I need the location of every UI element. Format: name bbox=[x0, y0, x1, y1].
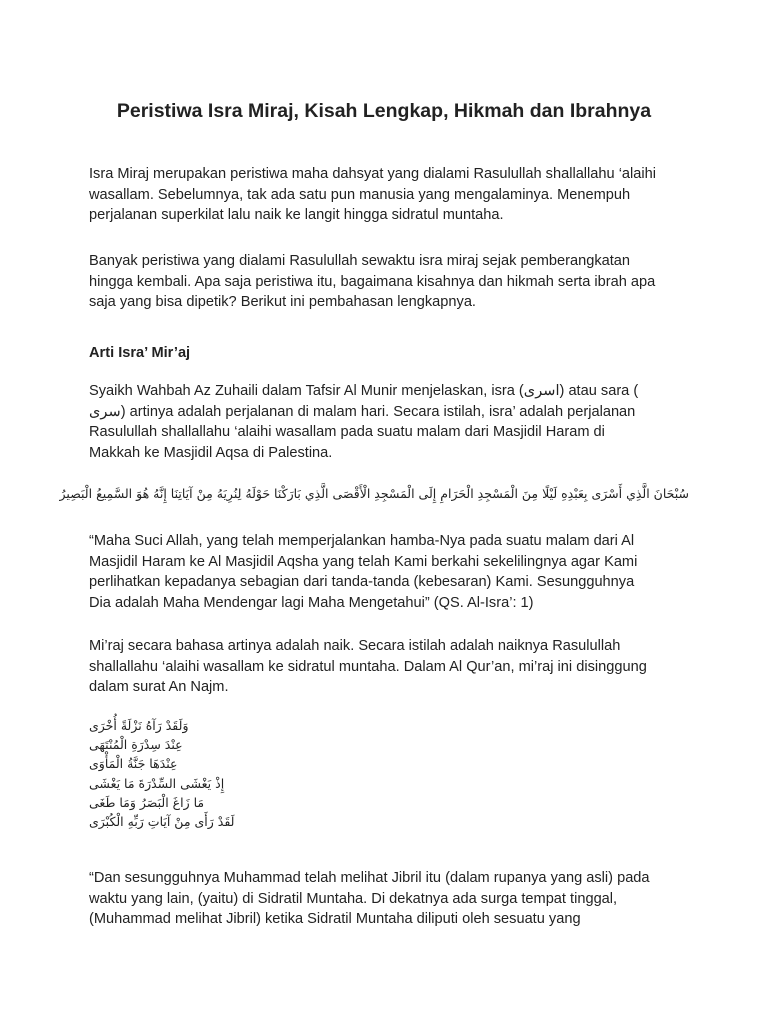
arabic-verse-line: لَقَدْ رَأَى مِنْ آيَاتِ رَبِّهِ الْكُبْرَى bbox=[89, 814, 235, 830]
text-line: wasallam. Sebelumnya, tak ada satu pun manusia yang mengalaminya. Menempuh bbox=[89, 186, 631, 203]
miraj-definition-paragraph bbox=[89, 636, 689, 698]
text-line: Makkah ke Masjidil Aqsa di Palestina. bbox=[89, 444, 333, 461]
arabic-verse-line: مَا زَاغَ الْبَصَرُ وَمَا طَغَى bbox=[89, 794, 205, 810]
isra-definition-paragraph bbox=[89, 381, 689, 463]
isra-translation-paragraph bbox=[89, 531, 689, 613]
text-line: waktu yang lain, (yaitu) di Sidratil Muntaha. Di dekatnya ada surga tempat tinggal, bbox=[89, 890, 618, 907]
text-line: Syaikh Wahbah Az Zuhaili dalam Tafsir Al Munir menjelaskan, isra (اسرى) atau sara ( bbox=[89, 383, 639, 399]
text-line: shallallahu ‘alaihi wasallam ke sidratul muntaha. Dalam Al Qur’an, mi’raj ini disinggung bbox=[89, 658, 647, 675]
text-line: hingga kembali. Apa saja peristiwa itu, bagaimana kisahnya dan hikmah serta ibrah apa bbox=[89, 273, 656, 290]
text-line: (Muhammad melihat Jibril) ketika Sidratil Muntaha diliputi oleh sesuatu yang bbox=[89, 911, 581, 927]
text-line: saja yang bisa dipetik? Berikut ini pembahasan lengkapnya. bbox=[89, 294, 476, 310]
text-line: “Maha Suci Allah, yang telah memperjalankan hamba-Nya pada suatu malam dari Al bbox=[89, 533, 635, 549]
text-line: “Dan sesungguhnya Muhammad telah melihat Jibril itu (dalam rupanya yang asli) pada bbox=[89, 870, 650, 886]
arabic-verse-line: وَلَقَدْ رَآهُ نَزْلَةً أُخْرَى bbox=[89, 718, 189, 733]
arabic-verse-isra: سُبْحَانَ الَّذِي أَسْرَى بِعَبْدِهِ لَيْلًا مِنَ الْمَسْجِدِ الْحَرَامِ إِلَى الْمَسْجِدِ الْأَقْصَى الَّذِي بَارَكْنَا حَوْلَهُ لِنُرِيَهُ مِنْ آيَاتِنَا إِنَّهُ هُوَ السَّمِيعُ الْبَصِيرُ bbox=[59, 486, 689, 501]
text-line: سرى) artinya adalah perjalanan di malam hari. Secara istilah, isra’ adalah perjalanan bbox=[89, 403, 636, 420]
text-line: Isra Miraj merupakan peristiwa maha dahsyat yang dialami Rasulullah shallallahu ‘alaihi bbox=[89, 166, 657, 182]
text-line: Dia adalah Maha Mendengar lagi Maha Mengetahui” (QS. Al-Isra’: 1) bbox=[89, 594, 534, 611]
section-heading: Arti Isra’ Mir’aj bbox=[89, 345, 191, 361]
text-line: perlihatkan kepadanya sebagian dari tanda-tanda (kebesaran) Kami. Sesungguhnya bbox=[89, 574, 635, 590]
arabic-verses-najm bbox=[89, 716, 234, 831]
text-line: Banyak peristiwa yang dialami Rasulullah sewaktu isra miraj sejak pemberangkatan bbox=[89, 253, 631, 269]
arabic-verse-line: عِنْدَهَا جَنَّةُ الْمَأْوَى bbox=[89, 756, 178, 772]
article-title: Peristiwa Isra Miraj, Kisah Lengkap, Hikmah dan Ibrahnya bbox=[116, 100, 652, 122]
text-line: Masjidil Haram ke Al Masjidil Aqsha yang telah Kami berkahi sekelilingnya agar Kami bbox=[89, 553, 638, 570]
najm-translation-paragraph bbox=[89, 868, 689, 930]
text-line: perjalanan superkilat lalu naik ke langit hingga sidratul muntaha. bbox=[89, 207, 504, 223]
intro-paragraph bbox=[89, 164, 689, 226]
text-line: dalam surat An Najm. bbox=[89, 679, 229, 695]
second-paragraph bbox=[89, 251, 689, 313]
text-line: Mi’raj secara bahasa artinya adalah naik. Secara istilah adalah naiknya Rasulullah bbox=[89, 638, 621, 654]
arabic-verse-line: إِذْ يَغْشَى السِّدْرَةَ مَا يَغْشَى bbox=[89, 775, 225, 791]
arabic-verse-line: عِنْدَ سِدْرَةِ الْمُنْتَهَى bbox=[89, 737, 183, 753]
text-line: Rasulullah shallallahu ‘alaihi wasallam pada suatu malam dari Masjidil Haram di bbox=[89, 424, 605, 440]
